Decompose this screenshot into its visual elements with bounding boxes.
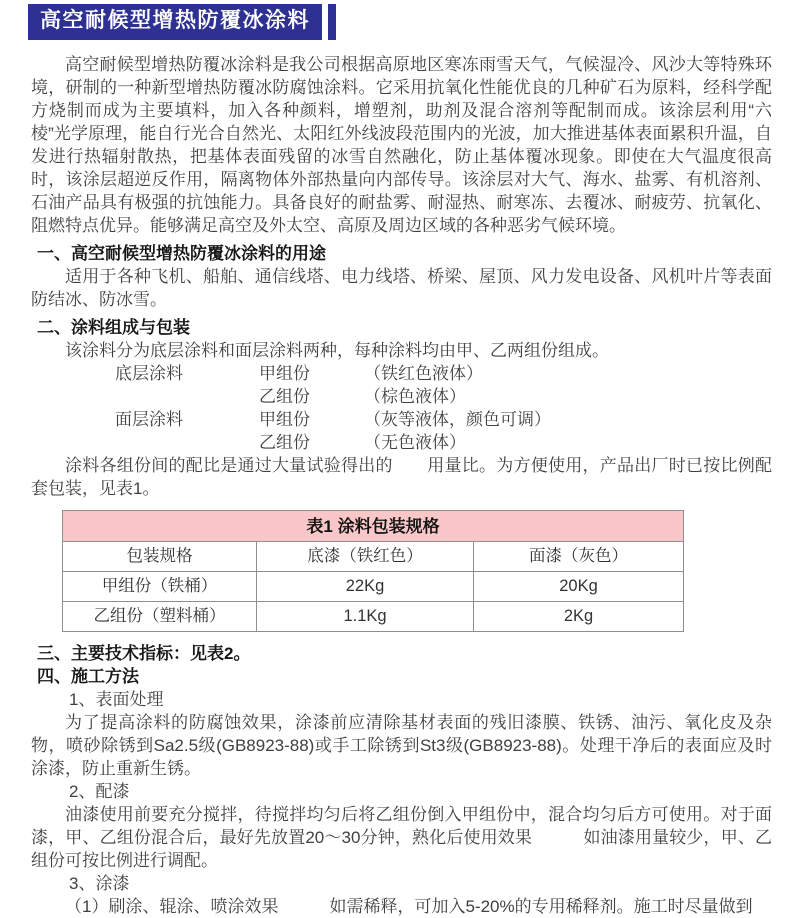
section-2-intro: 该涂料分为底层涂料和面层涂料两种，每种涂料均由甲、乙两组份组成。 bbox=[65, 341, 609, 360]
section-3-heading: 三、主要技术指标：见表2。 bbox=[37, 644, 251, 663]
table-cell: 2Kg bbox=[474, 602, 684, 632]
component-list bbox=[31, 362, 772, 454]
intro-paragraph: 高空耐候型增热防覆冰涂料是我公司根据高原地区寒冻雨雪天气，气候湿冷、风沙大等特殊环境，研制的一种新型增热防覆冰防腐蚀涂料。它采用抗氧化性能优良的几种矿石为原料，经科学配方烧制而成为主要填料，加入各种颜料，增塑剂，助剂及混合溶剂等配制而成。该涂层利用“六棱”光学原理，能自行光合自然光、太阳红外线波段范围内的光波，加大推进基体表面累积升温，自发进行热辐射散热，把基体表面残留的冰雪自然融化，防止基体覆冰现象。即使在大气温度很高时，该涂层超逆反作用，隔离物体外部热量向内部传导。该涂层对大气、海水、盐雾、有机溶剂、石油产品具有极强的抗蚀能力。具备良好的耐盐雾、耐湿热、耐寒冻、去覆冰、耐疲劳、抗氧化、阻燃特点优异。能够满足高空及外太空、高原及周边区域的各种恶劣气候环境。 bbox=[31, 55, 772, 235]
table-title-row bbox=[63, 511, 684, 542]
table-header-row bbox=[63, 542, 684, 572]
table-cell: 甲组份（铁桶） bbox=[63, 572, 257, 602]
component-part: 甲组份 bbox=[259, 410, 310, 429]
table-header-cell: 底漆（铁红色） bbox=[257, 542, 474, 572]
table-header-cell: 包装规格 bbox=[63, 542, 257, 572]
table-cell: 22Kg bbox=[257, 572, 474, 602]
table-header-cell: 面漆（灰色） bbox=[474, 542, 684, 572]
title-banner bbox=[0, 0, 796, 40]
section-4-heading: 四、施工方法 bbox=[37, 667, 139, 686]
component-desc: （灰等液体，颜色可调） bbox=[364, 410, 551, 429]
sub-1-title: 1、表面处理 bbox=[69, 690, 164, 709]
packaging-table bbox=[62, 510, 684, 632]
component-layer bbox=[115, 431, 259, 454]
component-part: 甲组份 bbox=[259, 364, 310, 383]
component-part: 乙组份 bbox=[259, 433, 310, 452]
component-layer bbox=[115, 385, 259, 408]
table-title: 表1 涂料包装规格 bbox=[63, 511, 684, 542]
component-part: 乙组份 bbox=[259, 387, 310, 406]
section-2-note: 涂料各组份间的配比是通过大量试验得出的 用量比。为方便使用，产品出厂时已按比例配套包装，见表1。 bbox=[31, 456, 772, 498]
sub-2-title: 2、配漆 bbox=[69, 782, 130, 801]
component-layer: 底层涂料 bbox=[115, 364, 183, 383]
section-1-body: 适用于各种飞机、船舶、通信线塔、电力线塔、桥梁、屋顶、风力发电设备、风机叶片等表面防结冰、防冰雪。 bbox=[31, 267, 772, 309]
table-row bbox=[63, 602, 684, 632]
sub-3-title: 3、涂漆 bbox=[69, 874, 130, 893]
page-title: 高空耐候型增热防覆冰涂料 bbox=[28, 4, 322, 40]
component-row bbox=[31, 385, 772, 408]
component-row bbox=[31, 362, 772, 385]
component-desc: （无色液体） bbox=[364, 433, 466, 452]
component-desc: （棕色液体） bbox=[364, 387, 466, 406]
sub-2-body: 油漆使用前要充分搅拌，待搅拌均匀后将乙组份倒入甲组份中，混合均匀后方可使用。对于面漆，甲、乙组份混合后，最好先放置20～30分钟，熟化后使用效果 如油漆用量较少，甲、乙组份可按比例进行调配。 bbox=[31, 805, 772, 870]
component-row bbox=[31, 431, 772, 454]
component-desc: （铁红色液体） bbox=[364, 364, 483, 383]
table-cell: 乙组份（塑料桶） bbox=[63, 602, 257, 632]
component-layer: 面层涂料 bbox=[115, 410, 183, 429]
title-accent-bar bbox=[328, 4, 336, 40]
table-row bbox=[63, 572, 684, 602]
section-1-heading: 一、高空耐候型增热防覆冰涂料的用途 bbox=[37, 244, 326, 263]
section-2-heading: 二、涂料组成与包装 bbox=[37, 318, 190, 337]
document-content bbox=[0, 40, 796, 918]
sub-3-item: （1）刷涂、辊涂、喷涂效果 如需稀释，可加入5-20%的专用稀释剂。施工时尽量做到 bbox=[65, 897, 753, 916]
table-cell: 1.1Kg bbox=[257, 602, 474, 632]
sub-1-body: 为了提高涂料的防腐蚀效果，涂漆前应清除基材表面的残旧漆膜、铁锈、油污、氧化皮及杂物，喷砂除锈到Sa2.5级(GB8923-88)或手工除锈到St3级(GB8923-88)。处理干净后的表面应及时涂漆，防止重新生锈。 bbox=[31, 713, 772, 778]
table-cell: 20Kg bbox=[474, 572, 684, 602]
component-row bbox=[31, 408, 772, 431]
